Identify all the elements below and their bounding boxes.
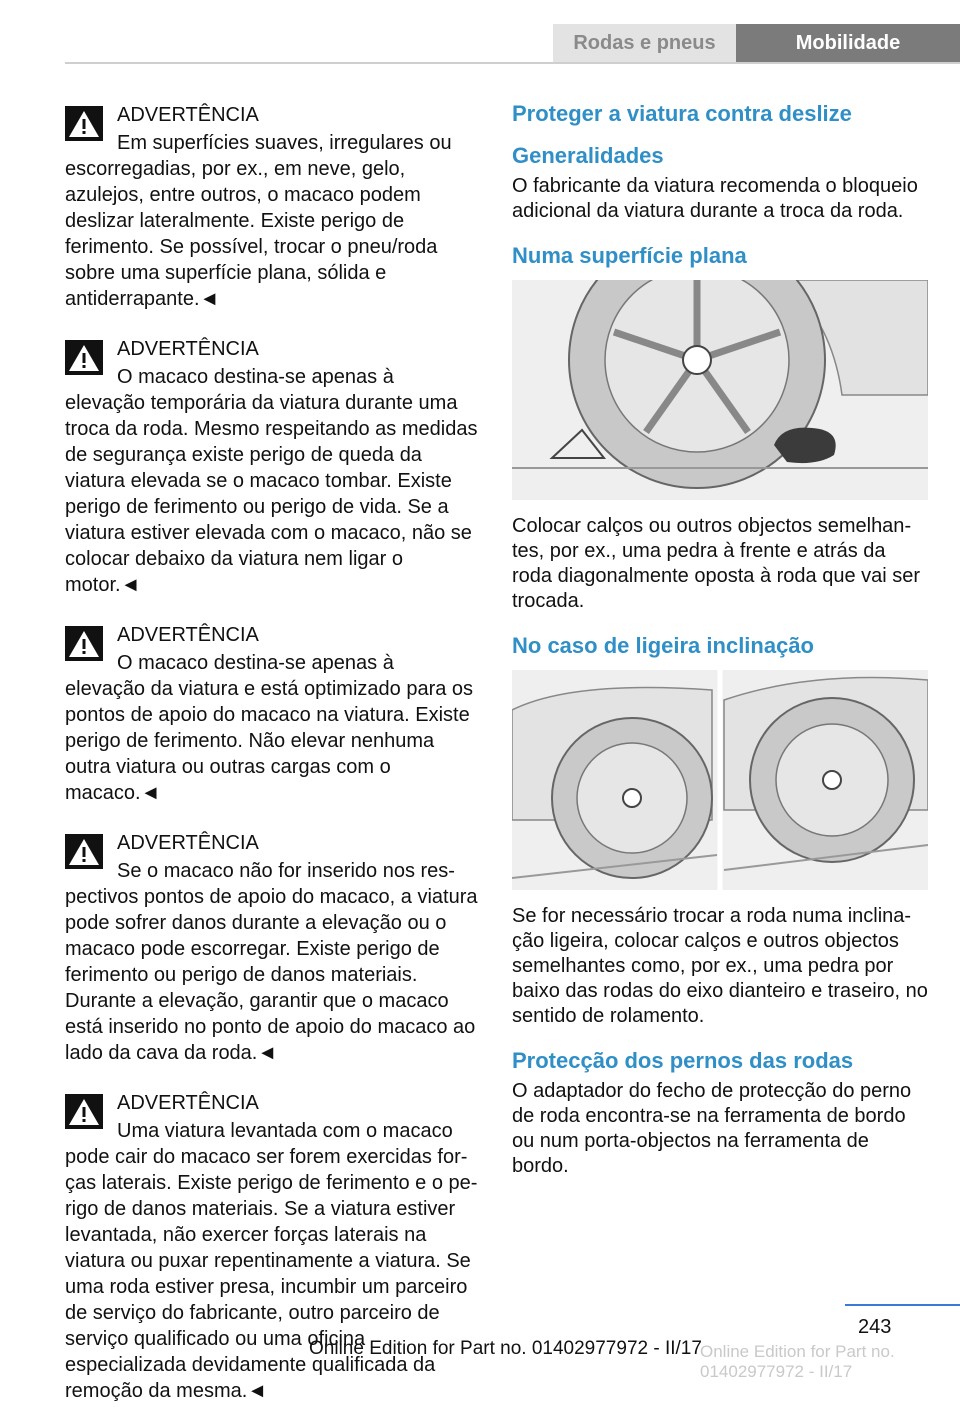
warning-icon	[65, 834, 103, 869]
general-text: O fabricante da viatura recomenda o bloqueio adicional da viatura durante a troca da roda.	[512, 175, 918, 222]
right-column	[512, 100, 928, 1197]
slope-section	[512, 632, 928, 1029]
warning-title: ADVERTÊNCIA	[117, 624, 259, 646]
slope-text: Se for necessário trocar a roda numa inclinação ligeira, colocar calços e outros objectos semelhantes como, por ex., uma pedra por baixo das rodas do eixo dianteiro e traseiro, no sentido de rolamento.	[512, 905, 928, 1027]
edition-line: Online Edition for Part no. 01402977972 - II/17	[309, 1338, 702, 1359]
slope-wheels-drawing	[512, 670, 928, 890]
slope-illustration	[512, 670, 928, 890]
left-column	[65, 100, 478, 1426]
footer-rule	[845, 1304, 960, 1306]
warning-title: ADVERTÊNCIA	[117, 832, 259, 854]
warning-title: ADVERTÊNCIA	[117, 1092, 259, 1114]
page-header	[0, 24, 960, 62]
warning-text: Em superfícies suaves, irregulares ou escorregadias, por ex., em neve, gelo, azulejos, entre outros, o macaco podem deslizar lateralmente. Existe perigo de ferimento. Se possível, trocar o pneu/roda sobre uma superfície plana, sólida e antiderrapante.◄	[65, 132, 452, 310]
warning-icon	[65, 626, 103, 661]
flat-text: Colocar calços ou outros objectos semelhantes, por ex., uma pedra à frente e atrás da roda diagonalmente oposta à roda que vai ser trocada.	[512, 515, 921, 612]
warning-text: O macaco destina-se apenas à elevação da viatura e está optimizado para os pontos de apoio do macaco na viatura. Existe perigo de ferimento. Não elevar nenhuma outra viatura ou outras cargas com o macaco.◄	[65, 652, 474, 804]
warning-icon	[65, 106, 103, 141]
flat-heading: Numa superfície plana	[512, 243, 747, 268]
flat-section	[512, 242, 928, 614]
wheel-jack-drawing	[512, 280, 928, 500]
watermark: Online Edition for Part no. 01402977972 - II/17	[700, 1342, 895, 1381]
warning-block-4	[65, 828, 478, 1066]
warning-block-1	[65, 100, 478, 312]
warning-icon	[65, 1094, 103, 1129]
main-heading: Proteger a viatura contra deslize	[512, 101, 852, 126]
slope-heading: No caso de ligeira inclinação	[512, 633, 814, 658]
header-rule	[65, 62, 960, 64]
general-section	[512, 142, 928, 224]
warning-block-2	[65, 334, 478, 598]
warning-title: ADVERTÊNCIA	[117, 104, 259, 126]
general-heading: Generalidades	[512, 143, 664, 168]
warning-block-3	[65, 620, 478, 806]
flat-surface-illustration	[512, 280, 928, 500]
warning-text: O macaco destina-se apenas à elevação temporária da viatura durante uma troca da roda. Mesmo respeitando as medidas de segurança existe perigo de queda da viatura elevada se o macaco tombar. Existe perigo de ferimento ou perigo de vida. Se a viatura estiver elevada com o macaco, não se colocar debaixo da viatura nem ligar o motor.◄	[65, 366, 478, 596]
bolt-heading: Protecção dos pernos das rodas	[512, 1048, 854, 1073]
warning-title: ADVERTÊNCIA	[117, 338, 259, 360]
warning-text: Uma viatura levantada com o macaco pode cair do macaco ser forem exercidas forças laterais. Existe perigo de ferimento e o perigo de danos materiais. Se a viatura estiver levantada, não exercer forças laterais na viatura ou puxar repentinamente a viatura. Se uma roda estiver presa, incumbir um parceiro de serviço do fabricante, outro parceiro de serviço qualificado ou uma oficina especializada devidamente qualificada da remoção da mesma.◄	[65, 1120, 478, 1402]
warning-icon	[65, 340, 103, 375]
page-number: 243	[858, 1316, 892, 1338]
bolt-section	[512, 1047, 928, 1179]
section-tab: Rodas e pneus	[553, 24, 736, 62]
chapter-tab: Mobilidade	[736, 24, 960, 62]
bolt-text: O adaptador do fecho de protecção do perno de roda encontra-se na ferramenta de bordo ou num porta-objectos na ferramenta de bordo.	[512, 1080, 912, 1177]
warning-text: Se o macaco não for inserido nos respectivos pontos de apoio do macaco, a viatura pode sofrer danos durante a elevação ou o macaco pode escorregar. Existe perigo de ferimento ou perigo de danos materiais. Durante a elevação, garantir que o macaco está inserido no ponto de apoio do macaco ao lado da cava da roda.◄	[65, 860, 478, 1064]
